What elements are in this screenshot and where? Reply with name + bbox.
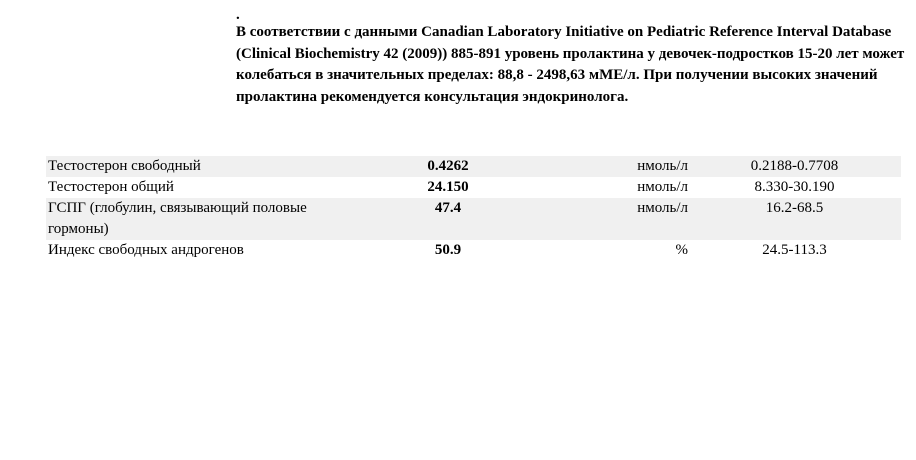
result-value: 0.4262 xyxy=(348,156,548,177)
note-text: В соответствии с данными Canadian Laboratory Initiative on Pediatric Reference Interval Database (Clinical Biochemistry 42 (2009)) 885-891 уровень пролактина у девочек-подростков 15-20 лет может колебаться в значительных пределах: 88,8 - 2498,63 мМЕ/л. При получении высоких значений пролактина рекомендуется консультация эндокринолога. xyxy=(236,24,905,105)
result-value: 24.150 xyxy=(427,179,469,195)
analyte-name: ГСПГ (глобулин, связывающий половые гормоны) xyxy=(46,198,348,240)
reference-range: 16.2-68.5 xyxy=(688,198,901,240)
result-unit: нмоль/л xyxy=(548,156,688,177)
table-row xyxy=(46,177,901,198)
table-row xyxy=(46,156,901,177)
result-value: 50.9 xyxy=(434,242,462,258)
reference-range: 8.330-30.190 xyxy=(754,179,835,195)
result-unit: нмоль/л xyxy=(548,198,688,240)
reference-range: 0.2188-0.7708 xyxy=(688,156,901,177)
result-unit: % xyxy=(675,242,688,258)
table-row xyxy=(46,198,901,240)
analyte-name: Индекс свободных андрогенов xyxy=(48,242,244,258)
result-unit: нмоль/л xyxy=(637,179,688,195)
reference-range: 24.5-113.3 xyxy=(762,242,827,258)
results-table xyxy=(46,156,901,261)
result-value: 47.4 xyxy=(348,198,548,240)
analyte-name: Тестостерон свободный xyxy=(46,156,348,177)
interpretation-note xyxy=(236,8,906,108)
table-row xyxy=(46,240,901,261)
note-bullet: . xyxy=(236,7,240,23)
analyte-name: Тестостерон общий xyxy=(48,179,174,195)
